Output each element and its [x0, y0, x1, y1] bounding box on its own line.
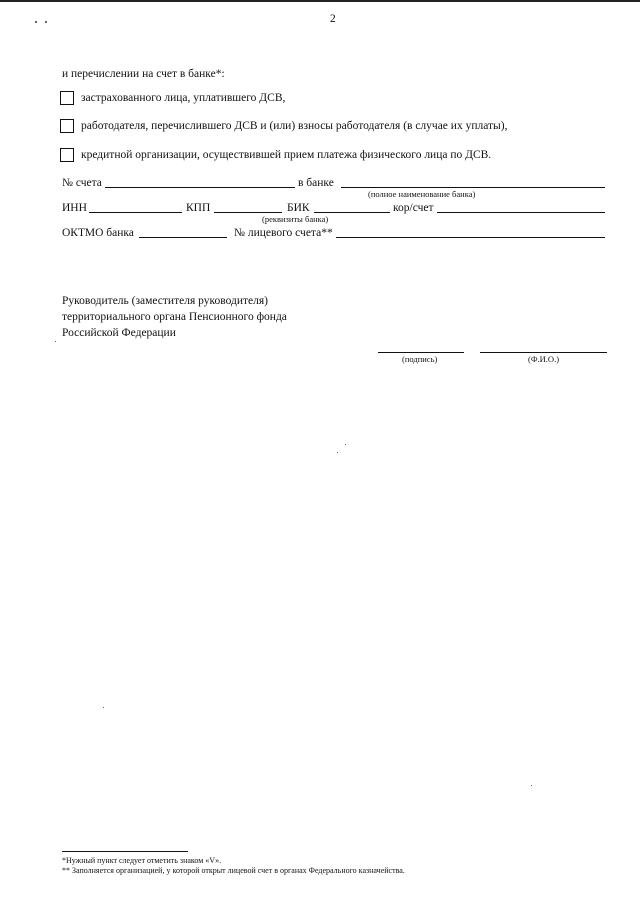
- signature-caption: (подпись): [402, 354, 438, 364]
- full-name-caption: (Ф.И.О.): [528, 354, 560, 364]
- bank-details-caption: (реквизиты банка): [262, 214, 329, 224]
- kpp-field[interactable]: [214, 212, 282, 213]
- full-name-field[interactable]: [480, 352, 607, 353]
- scan-speck: [55, 341, 56, 342]
- footnote-2: ** Заполняется организацией, у которой открыт лицевой счет в органах Федерального казначейства.: [62, 866, 405, 875]
- oktmo-label: ОКТМО банка: [62, 227, 134, 239]
- option-checkbox-credit-org[interactable]: [60, 148, 74, 162]
- scan-speck: [45, 21, 47, 23]
- scan-speck: [35, 21, 37, 23]
- option-label-employer: работодателя, перечислившего ДСВ и (или) взносы работодателя (в случае их уплаты),: [81, 120, 508, 132]
- signatory-title-line2: территориального органа Пенсионного фонда: [62, 311, 287, 323]
- option-label-credit-org: кредитной организации, осуществившей прием платежа физического лица по ДСВ.: [81, 149, 492, 161]
- personal-account-label: № лицевого счета**: [234, 227, 333, 239]
- signatory-title-line1: Руководитель (заместителя руководителя): [62, 295, 268, 307]
- signatory-title-line3: Российской Федерации: [62, 327, 176, 339]
- option-label-insured: застрахованного лица, уплатившего ДСВ,: [81, 92, 286, 104]
- scan-speck: [337, 452, 338, 453]
- kpp-label: КПП: [186, 202, 211, 214]
- intro-text: и перечислении на счет в банке*:: [62, 68, 225, 80]
- bik-label: БИК: [287, 202, 310, 214]
- option-checkbox-insured[interactable]: [60, 91, 74, 105]
- corr-account-field[interactable]: [437, 212, 605, 213]
- account-number-label: № счета: [62, 177, 102, 189]
- account-number-field[interactable]: [105, 187, 295, 188]
- scan-speck: [103, 707, 104, 708]
- option-checkbox-employer[interactable]: [60, 119, 74, 133]
- corr-account-label: кор/счет: [393, 202, 434, 214]
- scan-speck: [531, 785, 532, 786]
- personal-account-field[interactable]: [336, 237, 605, 238]
- page-number: 2: [330, 13, 336, 25]
- in-bank-label: в банке: [298, 177, 334, 189]
- scan-speck: [345, 444, 346, 445]
- signature-field[interactable]: [378, 352, 464, 353]
- oktmo-field[interactable]: [139, 237, 227, 238]
- inn-field[interactable]: [89, 212, 182, 213]
- bank-full-name-caption: (полное наименование банка): [368, 189, 476, 199]
- top-edge-bar: [0, 0, 640, 2]
- bik-field[interactable]: [314, 212, 390, 213]
- footnote-1: *Нужный пункт следует отметить знаком «V».: [62, 856, 222, 865]
- footnote-separator: [62, 851, 188, 852]
- inn-label: ИНН: [62, 202, 87, 214]
- bank-name-field[interactable]: [341, 187, 605, 188]
